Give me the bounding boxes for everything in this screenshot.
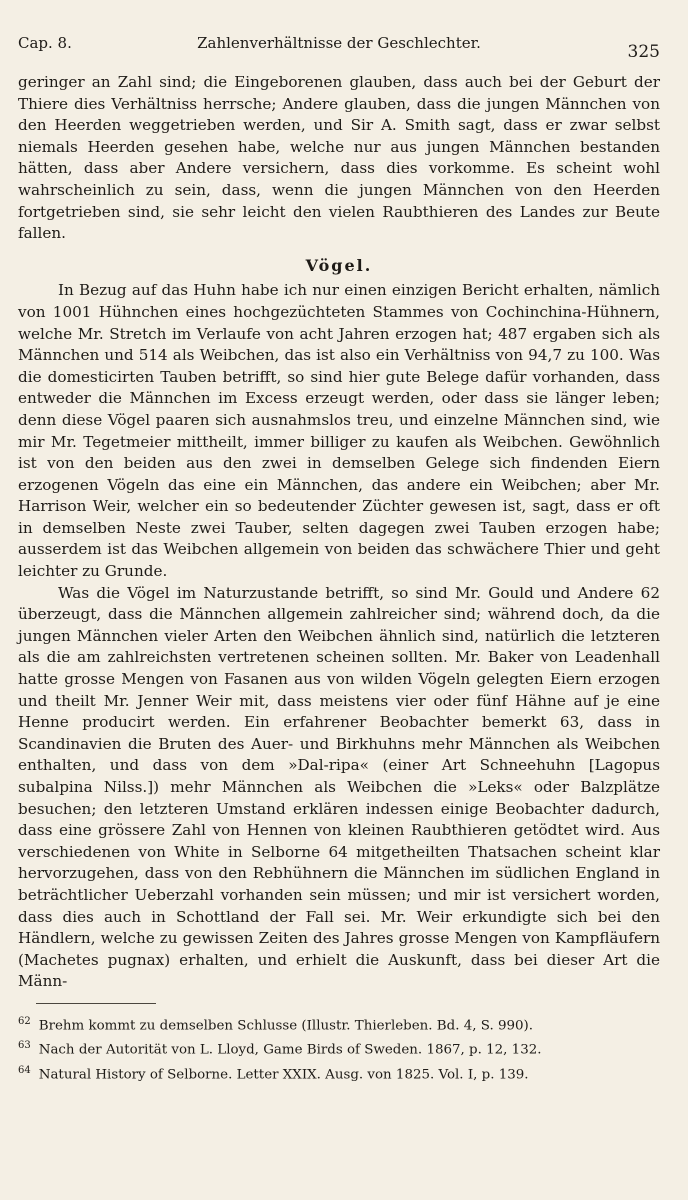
footnote [18, 1036, 660, 1060]
footnote-text: Brehm kommt zu demselben Schlusse (Illustr. Thierleben. Bd. 4, S. 990). [38, 1018, 534, 1034]
footnote-mark: 62 [18, 1015, 31, 1027]
running-header [18, 34, 660, 72]
page-number: 325 [627, 42, 660, 62]
footnote-mark: 63 [18, 1040, 31, 1052]
footnotes [18, 1012, 660, 1085]
paragraph-continuation: geringer an Zahl sind; die Eingeborenen glauben, dass auch bei der Geburt der Thiere dies Verhältniss herrsche; Andere glauben, dass die jungen Männchen von den Heerden weggetrieben werden, und Sir A. Smith sagt, dass er zwar selbst niemals Heerden gesehen habe, welche nur aus jungen Männchen bestanden hätten, dass aber Andere versichern, dass dies vorkomme. Es scheint wohl wahrscheinlich zu sein, dass, wenn die jungen Männchen von den Heerden fortgetrieben sind, sie sehr leicht den vielen Raubthieren des Landes zur Beute fallen. [18, 73, 660, 243]
main-text [18, 72, 660, 993]
footnote-text: Natural History of Selborne. Letter XXIX. Ausg. von 1825. Vol. I, p. 139. [38, 1067, 529, 1083]
footnote-rule [36, 1003, 156, 1004]
footnote [18, 1061, 660, 1085]
footnote [18, 1012, 660, 1036]
footnote-mark: 64 [18, 1064, 31, 1076]
chapter-label: Cap. 8. [18, 34, 72, 52]
running-title: Zahlenverhältnisse der Geschlechter. [197, 34, 481, 52]
footnote-text: Nach der Autorität von L. Lloyd, Game Birds of Sweden. 1867, p. 12, 132. [38, 1042, 542, 1058]
section-heading: Vögel. [305, 255, 373, 275]
paragraph-huhn: In Bezug auf das Huhn habe ich nur einen einzigen Bericht erhalten, nämlich von 1001 Hühnchen eines hochgezüchteten Stammes von Cochinchina-Hühnern, welche Mr. Stretch im Verlaufe von acht Jahren erzogen hat; 487 ergaben sich als Männchen und 514 als Weibchen, das ist also ein Verhältniss von 94,7 zu 100. Was die domesticirten Tauben betrifft, so sind hier gute Belege dafür vorhanden, dass entweder die Männchen im Excess erzeugt werden, oder dass sie länger leben; denn diese Vögel paaren sich ausnahmslos treu, und einzelne Männchen sind, wie mir Mr. Tegetmeier mittheilt, immer billiger zu kaufen als Weibchen. Gewöhnlich ist von den beiden aus den zwei in demselben Gelege sich findenden Eiern erzogenen Vögeln das eine ein Männchen, das andere ein Weibchen; aber Mr. Harrison Weir, welcher ein so bedeutender Züchter gewesen ist, sagt, dass er oft in demselben Neste zwei Tauber, selten dagegen zwei Tauben erzogen habe; ausserdem ist das Weibchen allgemein von beiden das schwächere Thier und geht leichter zu Grunde. [18, 281, 660, 581]
paragraph-naturzustand: Was die Vögel im Naturzustande betrifft, so sind Mr. Gould und Andere 62 überzeugt, dass die Männchen allgemein zahlreicher sind; während doch, da die jungen Männchen vieler Arten den Weibchen ähnlich sind, natürlich die letzteren als die am zahlreichsten vertretenen scheinen sollten. Mr. Baker von Leadenhall hatte grosse Mengen von Fasanen aus von wilden Vögeln gelegten Eiern erzogen und theilt Mr. Jenner Weir mit, dass meistens vier oder fünf Hähne auf je eine Henne producirt werden. Ein erfahrener Beobachter bemerkt 63, dass in Scandinavien die Bruten des Auer- und Birkhuhns mehr Männchen als Weibchen enthalten, und dass von dem »Dal-ripa« (einer Art Schneehuhn [Lagopus subalpina Nilss.]) mehr Männchen als Weibchen die »Leks« oder Balzplätze besuchen; den letzteren Umstand erklären indessen einige Beobachter dadurch, dass eine grössere Zahl von Hennen von kleinen Raubthieren getödtet wird. Aus verschiedenen von White in Selborne 64 mitgetheilten Thatsachen scheint klar hervorzugehen, dass von den Rebhühnern die Männchen im südlichen England in beträchtlicher Ueberzahl vorhanden sein müssen; und mir ist versichert worden, dass dies auch in Schottland der Fall sei. Mr. Weir erkundigte sich bei den Händlern, welche zu gewissen Zeiten des Jahres grosse Mengen von Kampfläufern (Machetes pugnax) erhalten, und erhielt die Auskunft, dass bei dieser Art die Männ- [18, 583, 660, 991]
